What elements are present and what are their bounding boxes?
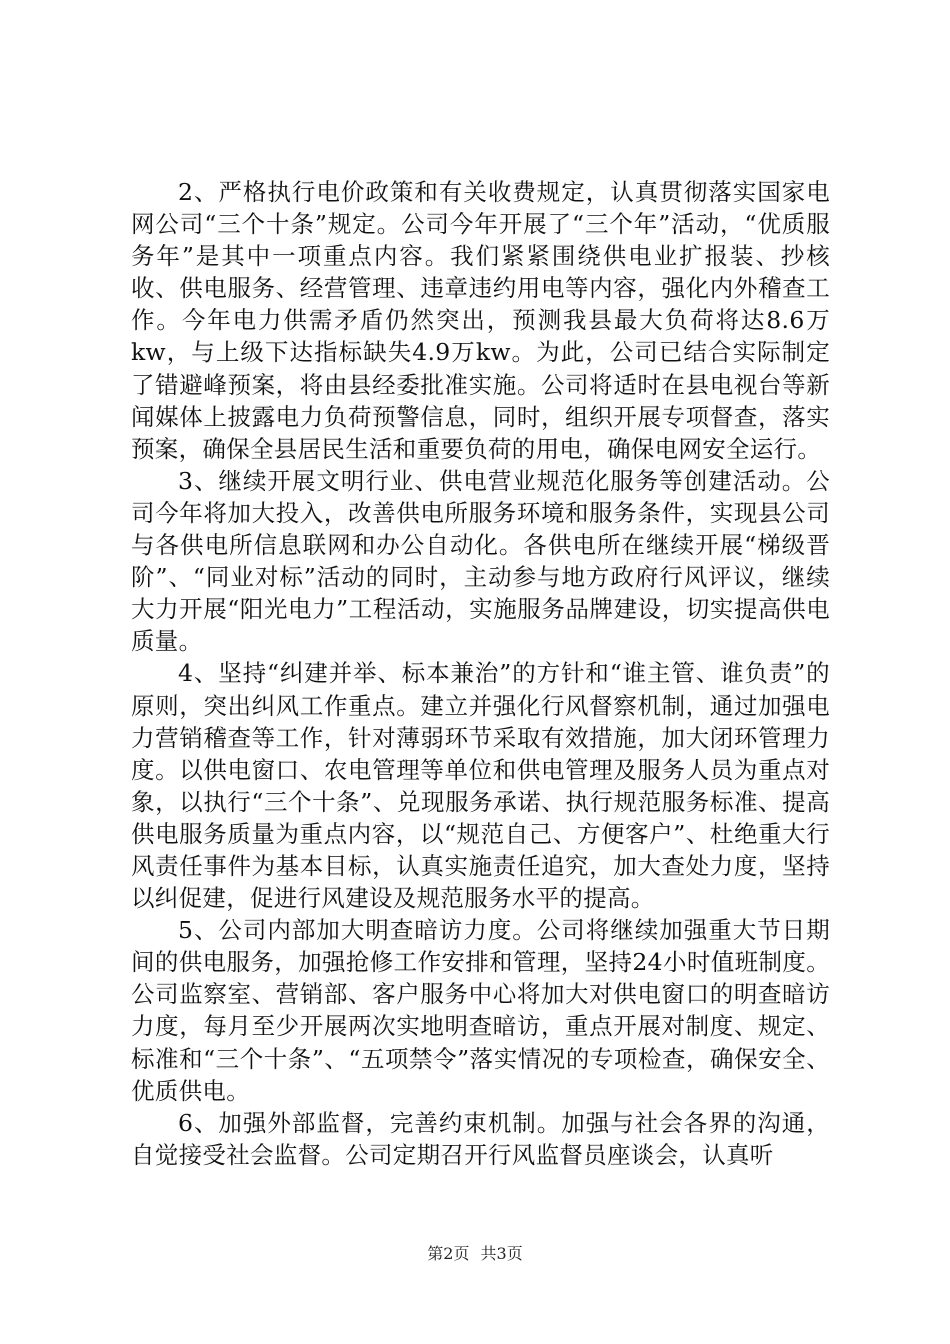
- paragraph-3: 3、继续开展文明行业、供电营业规范化服务等创建活动。公司今年将加大投入，改善供电所服务环境和服务条件，实现县公司与各供电所信息联网和办公自动化。各供电所在继续开展“梯级晋阶”、“同业对标”活动的同时，主动参与地方政府行风评议，继续大力开展“阳光电力”工程活动，实施服务品牌建设，切实提高供电质量。: [131, 466, 830, 656]
- paragraph-6: 6、加强外部监督，完善约束机制。加强与社会各界的沟通，自觉接受社会监督。公司定期召开行风监督员座谈会，认真听: [131, 1108, 830, 1169]
- paragraph-4: 4、坚持“纠建并举、标本兼治”的方针和“谁主管、谁负责”的原则，突出纠风工作重点。建立并强化行风督察机制，通过加强电力营销稽查等工作，针对薄弱环节采取有效措施，加大闭环管理力度。以供电窗口、农电管理等单位和供电管理及服务人员为重点对象，以执行“三个十条”、兑现服务承诺、执行规范服务标准、提高供电服务质量为重点内容，以“规范自己、方便客户”、杜绝重大行风责任事件为基本目标，认真实施责任追究，加大查处力度，坚持以纠促建，促进行风建设及规范服务水平的提高。: [131, 659, 830, 913]
- total-pages: 共3页: [480, 1244, 523, 1263]
- document-body: [131, 176, 830, 1171]
- paragraph-5: 5、公司内部加大明查暗访力度。公司将继续加强重大节日期间的供电服务，加强抢修工作安排和管理，坚持24小时值班制度。公司监察室、营销部、客户服务中心将加大对供电窗口的明查暗访力度，每月至少开展两次实地明查暗访，重点开展对制度、规定、标准和“三个十条”、“五项禁令”落实情况的专项检查，确保安全、优质供电。: [131, 916, 830, 1105]
- paragraph-2: 2、严格执行电价政策和有关收费规定，认真贯彻落实国家电网公司“三个十条”规定。公司今年开展了“三个年”活动，“优质服务年”是其中一项重点内容。我们紧紧围绕供电业扩报装、抄核收、供电服务、经营管理、违章违约用电等内容，强化内外稽查工作。今年电力供需矛盾仍然突出，预测我县最大负荷将达8.6万kw，与上级下达指标缺失4.9万kw。为此，公司已结合实际制定了错避峰预案，将由县经委批准实施。公司将适时在县电视台等新闻媒体上披露电力负荷预警信息，同时，组织开展专项督查，落实预案，确保全县居民生活和重要负荷的用电，确保电网安全运行。: [131, 178, 830, 463]
- page-footer: [0, 1244, 950, 1264]
- page-number: 第2页: [427, 1244, 470, 1263]
